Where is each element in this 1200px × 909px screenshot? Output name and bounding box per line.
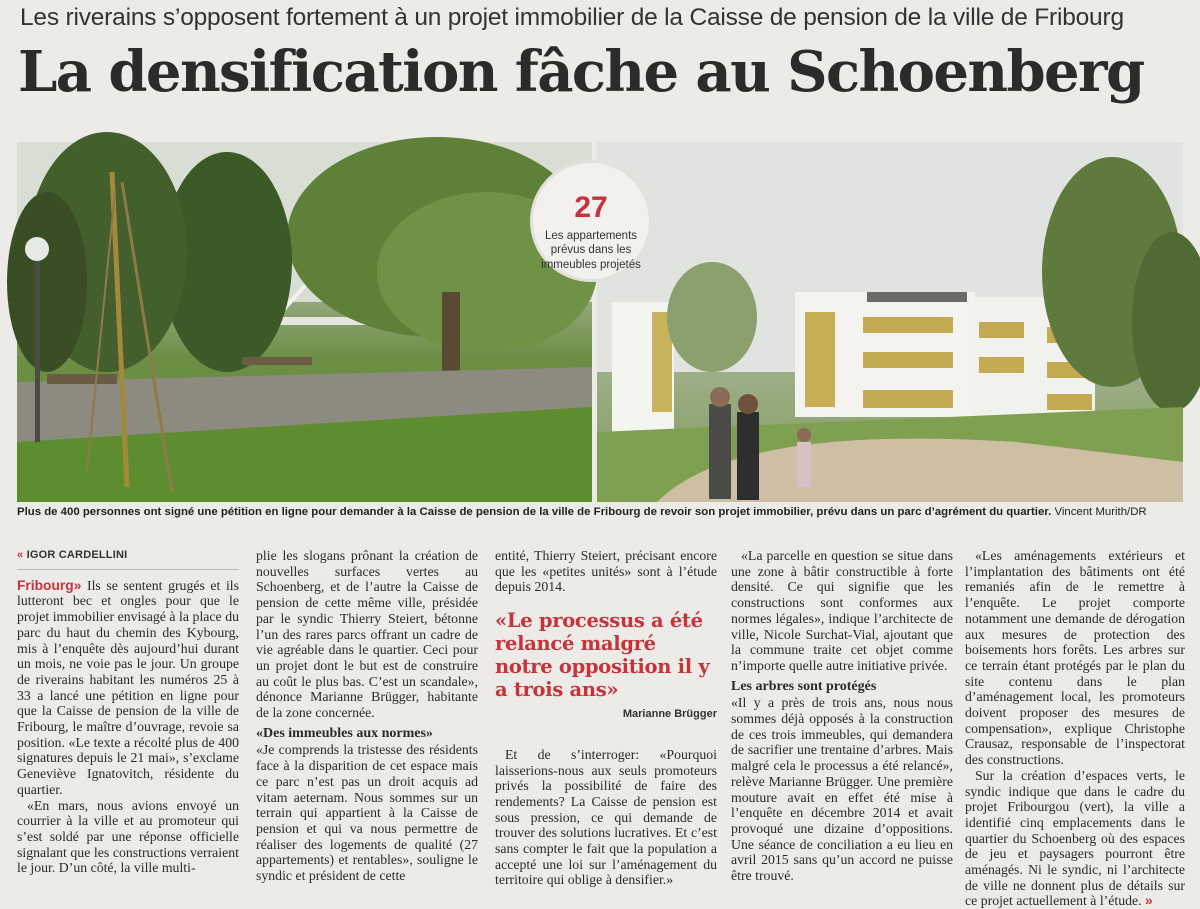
pull-quote-author: Marianne Brügger — [622, 708, 717, 721]
byline-author: IGOR CARDELLINI — [26, 549, 128, 561]
closing-text: Sur la création d’espaces verts, le syndic indique que dans le cadre du projet Fribourgou (vert), la ville a identifié cinq emplacements dans le quartier du Schoenberg où des espaces de jeu et paysagers pourront être aménagés. Ni le syndic, ni l’architecte de ville ne donnent plus de détails sur ce projet actuellement à l’étude. — [965, 767, 1185, 909]
end-arrow-icon: » — [1145, 893, 1153, 909]
paragraph: «En mars, nous avions envoyé un courrier à la ville et au promoteur qui s’est soldé par une réponse officielle signalant que les constructions verraient le jour. D’un côté, la ville multi- — [17, 797, 239, 876]
park-photo — [17, 142, 592, 502]
photo-credit: Vincent Murith/DR — [1054, 506, 1147, 518]
article-kicker: Les riverains s’opposent fortement à un projet immobilier de la Caisse de pension de la ville de Fribourg — [20, 4, 1124, 31]
apartment-count-badge — [530, 160, 652, 282]
byline-arrow-icon: « — [17, 549, 24, 561]
dateline-arrow-icon: » — [73, 577, 82, 593]
badge-text: Les appartements prévus dans les immeubles projetés — [541, 230, 641, 271]
paragraph: «Je comprends la tristesse des résidents face à la disparition de cet espace mais ce parc n’est pas un droit acquis ad vitam aeternam. Nous sommes sur un terrain qui appartient à la Caisse de pension et qui va nous permettre de réaliser des logements de qualité (27 appartements) et rentables», souligne le syndic et président de cette — [256, 742, 478, 884]
subheading-normes: «Des immeubles aux normes» — [256, 725, 433, 741]
article-column-2 — [256, 548, 478, 888]
article-column-3 — [495, 548, 717, 888]
paragraph: Et de s’interroger: «Pourquoi laisserions-nous aux seuls promoteurs privés la possibilité de faire des rendements? La Caisse de pension est sous pression, ce qui demande de trouver des solutions lucratives. Et c’est sans compter le fait que la population a accepté une loi sur l’aménagement du territoire qui oblige à densifier.» — [495, 746, 717, 888]
rendering-photo — [597, 142, 1183, 502]
paragraph: entité, Thierry Steiert, précisant encore que les «petites unités» sont à l’étude depuis 2014. — [495, 548, 717, 595]
lead-paragraph — [17, 578, 239, 798]
dateline: Fribourg — [17, 577, 74, 593]
article-column-5 — [965, 548, 1185, 909]
lead-text: Ils se sentent grugés et ils lutteront bec et ongles pour que le projet immobilier envisagé à la place du parc du haut du chemin des Kybourg, mis à l’enquête dès aujourd’hui durant un mois, ne voie pas le jour. Un groupe de riverains habitant les numéros 25 à 33 a lancé une pétition en ligne pour que la Caisse de pension de la ville de Fribourg, le maître d’ouvrage, revoie sa position. «Le texte a récolté plus de 400 signatures depuis le 21 mai», s’exclame Geneviève Ignatovitch, résidente du quartier. — [17, 577, 239, 797]
byline — [17, 548, 239, 570]
paragraph: «La parcelle en question se situe dans une zone à bâtir constructible à forte densité. Ce qui signifie que les constructions sont conformes aux normes légales», indique l’architecte de ville, Nicole Surchat-Vial, ajoutant que la commune traite cet objet comme n’importe quelle autre initiative privée. — [731, 548, 953, 673]
pull-quote: «Le processus a été relancé malgré notre opposition il y a trois ans» — [495, 609, 710, 702]
article-column-4 — [731, 548, 953, 888]
paragraph: plie les slogans prônant la création de nouvelles surfaces vertes au Schoenberg, et de l’autre la Caisse de pension de cette même ville, présidée par le syndic Thierry Steiert, bétonne l’un des rares parcs offrant un cadre de vie agréable dans le quartier. Ceci pour un projet dont le but est de construire au coût le plus bas. C’est un scandale», dénonce Marianne Brügger, habitante de la zone concernée. — [256, 548, 478, 721]
photo-caption — [17, 506, 1187, 518]
paragraph: «Les aménagements extérieurs et l’implantation des bâtiments ont été remaniés afin de le remettre à l’enquête. Le projet comporte notamment une demande de dérogation aux mesures de protection des boisements hors forêts. Les arbres sur ce terrain étant protégés par le plan du site contenu dans le plan d’aménagement local, les promoteurs doivent proposer des mesures de compensation», explique Christophe Crausaz, responsable de l’inspectorat des constructions. — [965, 548, 1185, 768]
subheading-arbres: Les arbres sont protégés — [731, 678, 877, 694]
paragraph: «Il y a près de trois ans, nous nous sommes déjà opposés à la construction de ces trois immeubles, qui demandera de sacrifier une trentaine d’arbres. Mais malgré cela le processus a été relancé», relève Marianne Brügger. Une première mouture avait en effet été mise à l’enquête en décembre 2014 et avait provoqué une dizaine d’oppositions. Une séance de conciliation a eu lieu en avril 2015 sans qu’un accord ne puisse être trouvé. — [731, 695, 953, 884]
badge-number: 27 — [574, 191, 608, 224]
paragraph — [965, 768, 1185, 909]
caption-text: Plus de 400 personnes ont signé une pétition en ligne pour demander à la Caisse de pension de la ville de Fribourg de revoir son projet immobilier, prévu dans un parc d’agrément du quartier. — [17, 506, 1052, 518]
article-headline: La densification fâche au Schoenberg — [18, 39, 1144, 105]
article-column-1 — [17, 548, 239, 888]
